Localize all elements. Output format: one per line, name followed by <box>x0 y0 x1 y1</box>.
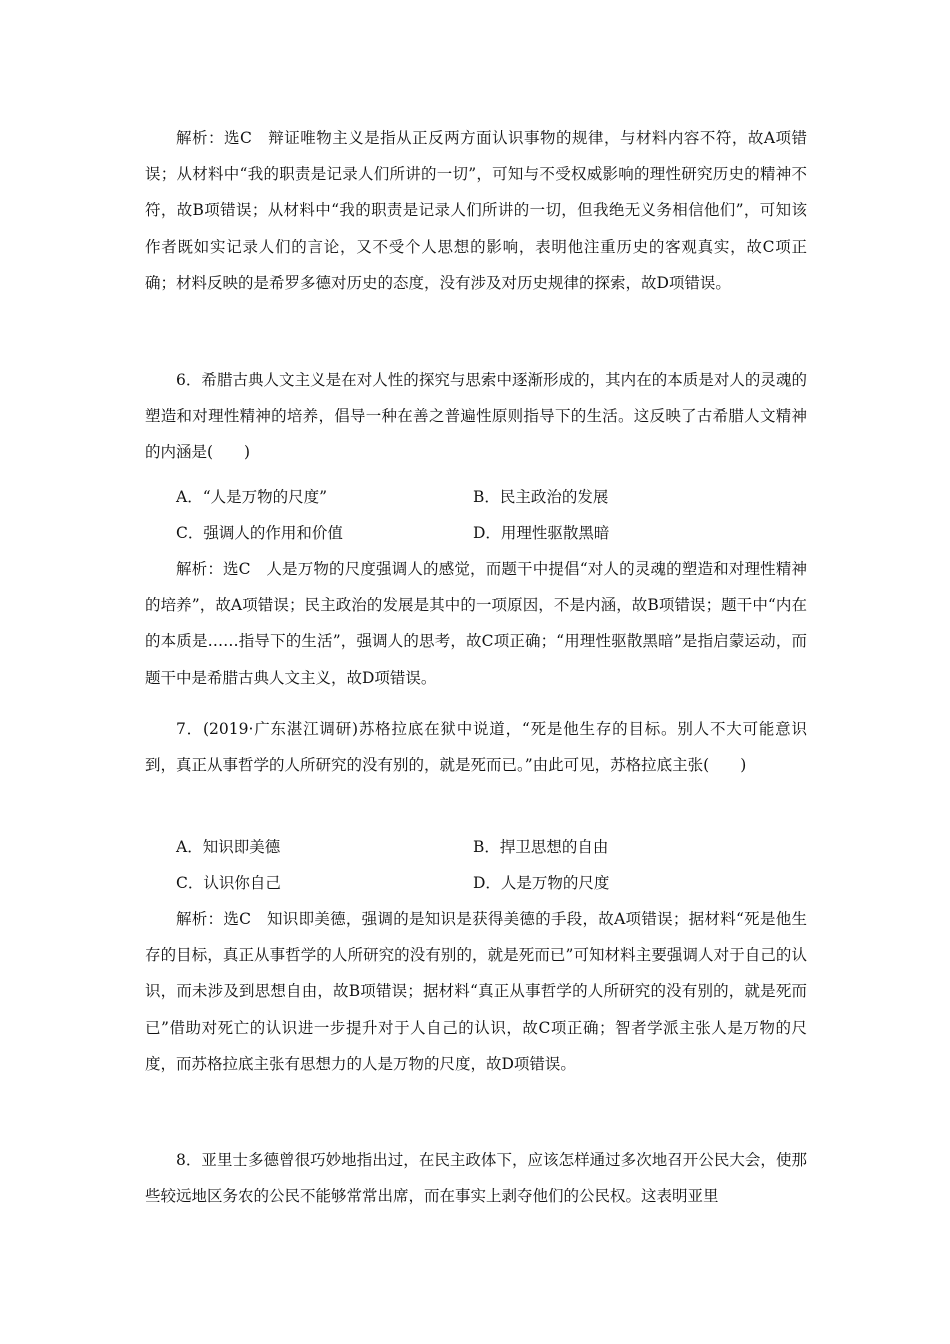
q6-stem: 6．希腊古典人文主义是在对人性的探究与思索中逐渐形成的，其内在的本质是对人的灵魂的塑造和对理性精神的培养，倡导一种在善之普遍性原则指导下的生活。这反映了古希腊人文精神的内涵是( ) <box>145 371 807 462</box>
q7-analysis: 解析：选C 知识即美德，强调的是知识是获得美德的手段，故A项错误；据材料“死是他生存的目标，真正从事哲学的人所研究的没有别的，就是死而已”可知材料主要强调人对于自己的认识，而未涉及到思想自由，故B项错误；据材料“真正从事哲学的人所研究的没有别的，就是死而已”借助对死亡的认识进一步提升对于人自己的认识，故C项正确；智者学派主张人是万物的尺度，而苏格拉底主张有思想力的人是万物的尺度，故D项错误。 <box>145 910 807 1073</box>
q6-analysis: 解析：选C 人是万物的尺度强调人的感觉，而题干中提倡“对人的灵魂的塑造和对理性精神的培养”，故A项错误；民主政治的发展是其中的一项原因，不是内涵，故B项错误；题干中“内在的本质是……指导下的生活”，强调人的思考，故C项正确；“用理性驱散黑暗”是指启蒙运动，而题干中是希腊古典人文主义，故D项错误。 <box>145 560 807 687</box>
q7-option-a: A．知识即美德 <box>176 838 281 856</box>
q5-analysis: 解析：选C 辩证唯物主义是指从正反两方面认识事物的规律，与材料内容不符，故A项错误；从材料中“我的职责是记录人们所讲的一切”，可知与不受权威影响的理性研究历史的精神不符，故B项错误；从材料中“我的职责是记录人们所讲的一切，但我绝无义务相信他们”，可知该作者既如实记录人们的言论，又不受个人思想的影响，表明他注重历史的客观真实，故C项正确；材料反映的是希罗多德对历史的态度，没有涉及对历史规律的探索，故D项错误。 <box>145 129 807 292</box>
q6-option-d: D．用理性驱散黑暗 <box>473 524 610 542</box>
q7-option-d: D．人是万物的尺度 <box>473 874 610 892</box>
q6-option-a: A．“人是万物的尺度” <box>176 488 328 506</box>
q6-option-c: C．强调人的作用和价值 <box>176 524 343 542</box>
q7-option-c: C．认识你自己 <box>176 874 281 892</box>
q7-stem: 7．(2019·广东湛江调研)苏格拉底在狱中说道，“死是他生存的目标。别人不大可能意识到，真正从事哲学的人所研究的没有别的，就是死而已。”由此可见，苏格拉底主张( ) <box>145 720 807 775</box>
q8-stem: 8．亚里士多德曾很巧妙地指出过，在民主政体下，应该怎样通过多次地召开公民大会，使那些较远地区务农的公民不能够常常出席，而在事实上剥夺他们的公民权。这表明亚里 <box>145 1151 807 1206</box>
q7-option-b: B．捍卫思想的自由 <box>473 838 609 856</box>
q6-option-b: B．民主政治的发展 <box>473 488 609 506</box>
